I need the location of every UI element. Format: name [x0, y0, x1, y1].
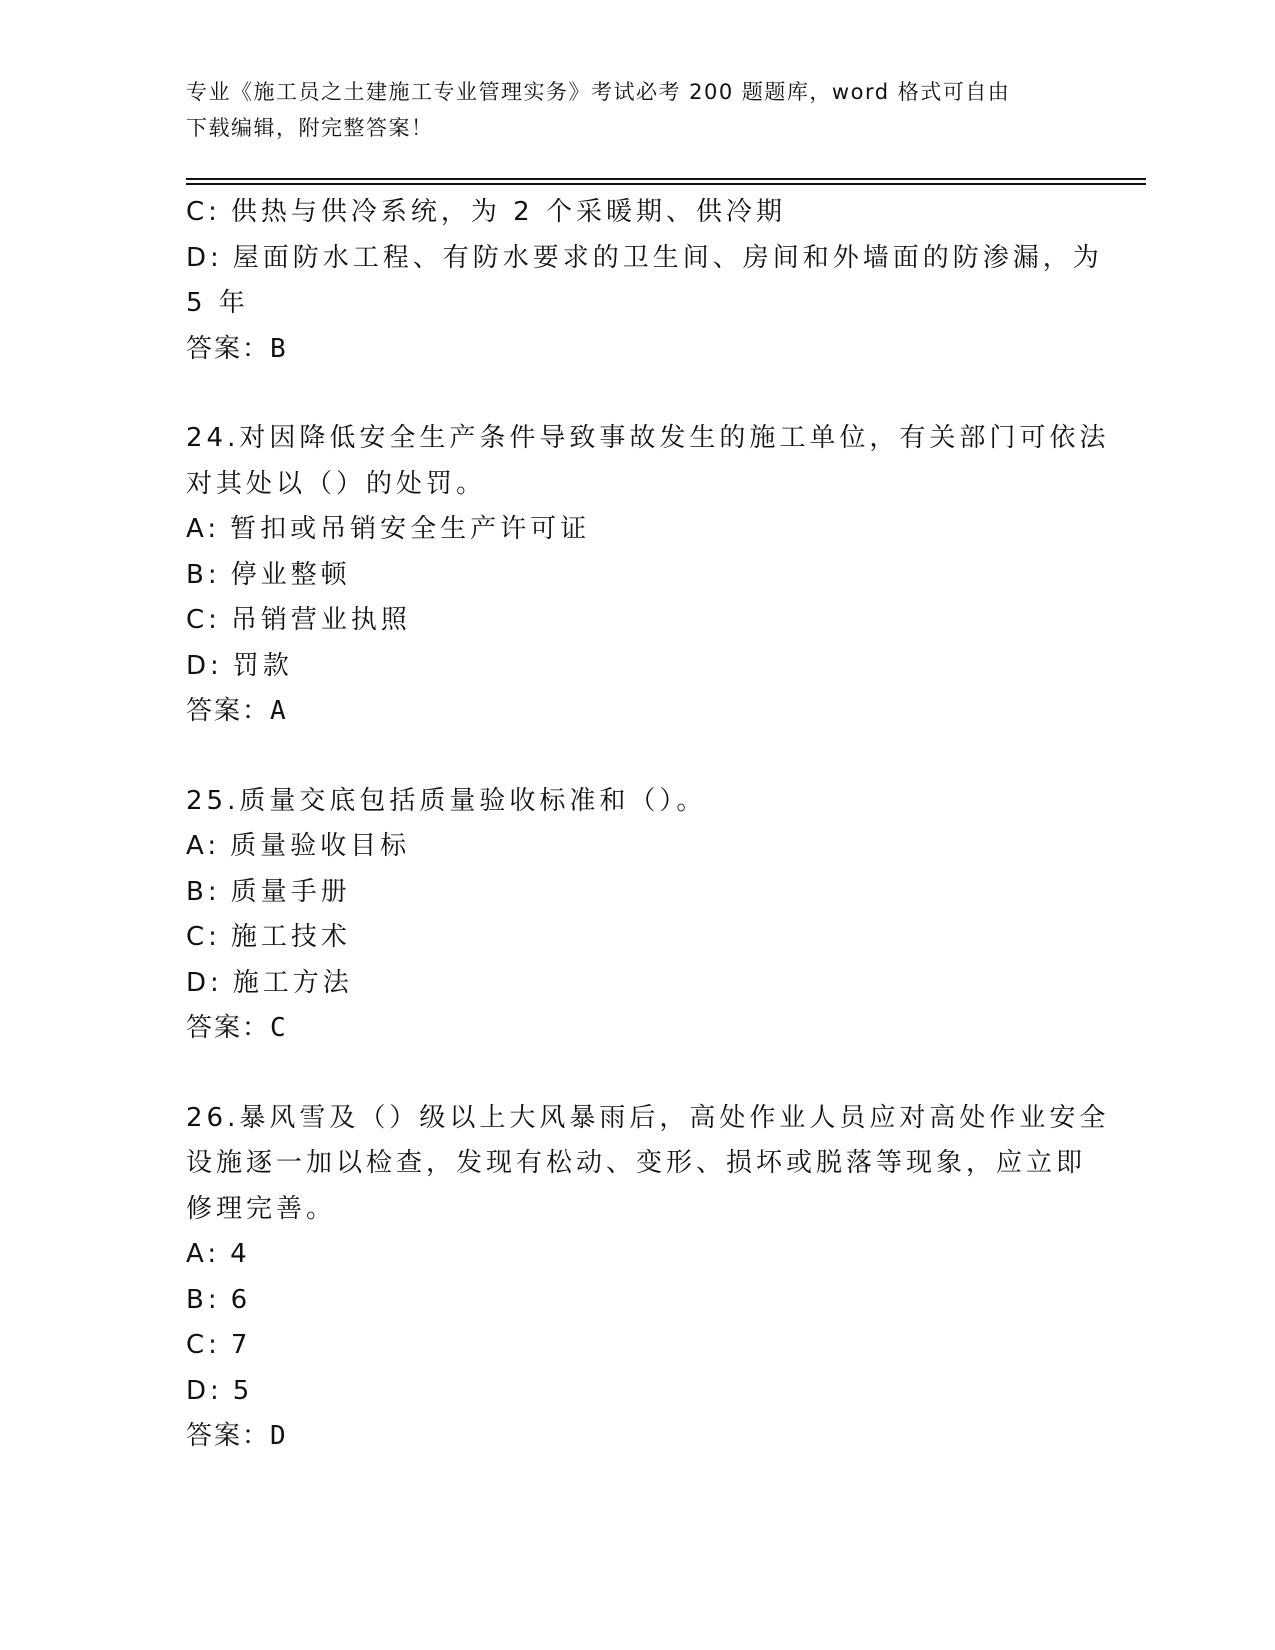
- question-25: [186, 779, 1086, 1052]
- option-line: [186, 824, 1086, 870]
- question-26: [186, 1096, 1110, 1460]
- option-text: 供热与供冷系统，为 2 个采暖期、供冷期: [230, 197, 786, 227]
- answer-value: A: [270, 696, 288, 726]
- option-label: C:: [186, 1330, 221, 1360]
- option-label: D:: [186, 242, 223, 273]
- answer-line: [186, 1414, 1086, 1460]
- prev-question-block: [186, 190, 1103, 372]
- answer-label: 答案：: [186, 1013, 271, 1043]
- option-line: [186, 1323, 1086, 1369]
- header-line-2: 下载编辑，附完整答案！: [186, 116, 434, 140]
- option-text: 暂扣或吊销安全生产许可证: [230, 514, 591, 544]
- question-spacer: [186, 372, 1086, 416]
- question-stem-line: 25.质量交底包括质量验收标准和（）。: [186, 785, 707, 816]
- question-stem-line: 设施逐一加以检查，发现有松动、变形、损坏或脱落等现象，应立即: [186, 1148, 1087, 1178]
- document-header: [186, 74, 1066, 146]
- option-label: B:: [186, 876, 221, 907]
- option-line: [186, 1232, 1086, 1278]
- answer-line: [186, 327, 1086, 373]
- answer-line: [186, 1006, 1086, 1052]
- option-line: [186, 961, 1086, 1007]
- option-line: [186, 507, 1086, 553]
- option-label: D:: [186, 1375, 223, 1406]
- answer-value: C: [270, 1013, 288, 1043]
- answer-label: 答案：: [186, 333, 271, 364]
- option-line: [186, 190, 1086, 236]
- option-text: 施工技术: [230, 922, 351, 952]
- option-label: D:: [186, 967, 223, 998]
- option-text: 罚款: [232, 650, 293, 681]
- question-stem-line: 24.对因降低安全生产条件导致事故发生的施工单位，有关部门可依法: [186, 423, 1110, 453]
- question-stem-line: 对其处以（）的处罚。: [186, 468, 487, 499]
- option-text: 4: [230, 1239, 251, 1269]
- option-label: A:: [186, 831, 221, 861]
- option-label: C:: [186, 922, 221, 952]
- question-spacer: [186, 735, 1086, 779]
- option-text: 6: [230, 1284, 252, 1315]
- option-text: 吊销营业执照: [230, 605, 411, 635]
- question-stem-line: 修理完善。: [186, 1193, 337, 1224]
- option-label: A:: [186, 1239, 221, 1269]
- option-line: [186, 1278, 1086, 1324]
- option-line: [186, 598, 1086, 644]
- option-line: [186, 915, 1086, 961]
- answer-label: 答案：: [186, 1421, 271, 1451]
- option-label: C:: [186, 605, 221, 635]
- question-spacer: [186, 1052, 1086, 1096]
- option-label: D:: [186, 650, 223, 681]
- answer-value: B: [270, 333, 288, 364]
- answer-label: 答案：: [186, 696, 271, 726]
- option-text: 质量验收目标: [230, 831, 411, 861]
- option-text: 施工方法: [232, 967, 353, 998]
- option-line: [186, 553, 1086, 599]
- answer-value: D: [270, 1421, 288, 1451]
- header-divider-top: [186, 178, 1146, 180]
- option-line: [186, 870, 1086, 916]
- option-continuation: 5 年: [186, 288, 249, 318]
- header-line-1: 专业《施工员之土建施工专业管理实务》考试必考 200 题题库，word 格式可自由: [186, 80, 1011, 104]
- option-label: B:: [186, 1284, 221, 1315]
- question-24: [186, 416, 1110, 735]
- option-text: 质量手册: [230, 876, 351, 907]
- option-line: [186, 1369, 1086, 1415]
- answer-line: [186, 689, 1086, 735]
- question-stem-line: 26.暴风雪及（）级以上大风暴雨后，高处作业人员应对高处作业安全: [186, 1102, 1110, 1133]
- document-body: [186, 190, 1110, 1460]
- option-label: B:: [186, 559, 221, 590]
- header-divider-bottom: [186, 183, 1146, 185]
- option-text: 停业整顿: [230, 559, 351, 590]
- option-line: [186, 644, 1086, 690]
- option-text: 5: [232, 1375, 254, 1406]
- option-text: 屋面防水工程、有防水要求的卫生间、房间和外墙面的防渗漏，为: [232, 242, 1103, 273]
- option-line: [186, 236, 1103, 282]
- option-label: C:: [186, 197, 221, 227]
- option-text: 7: [230, 1330, 252, 1360]
- option-label: A:: [186, 514, 221, 544]
